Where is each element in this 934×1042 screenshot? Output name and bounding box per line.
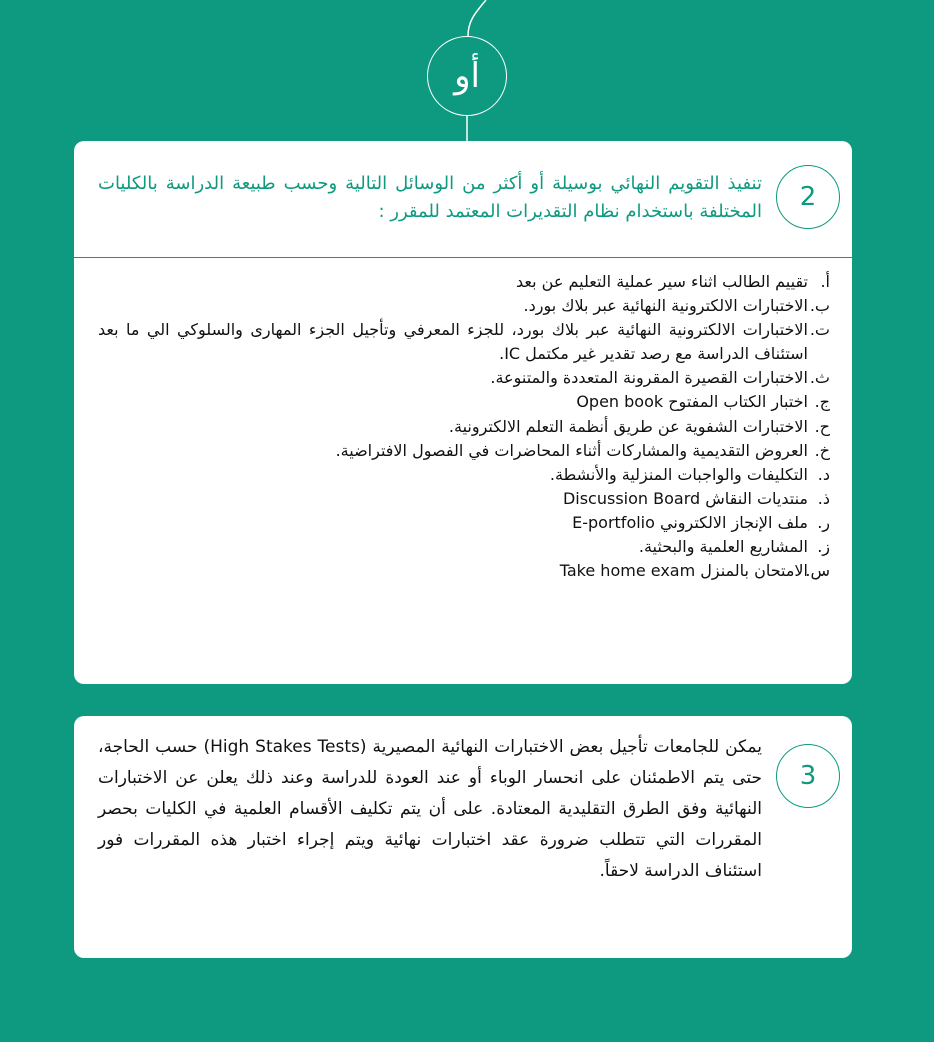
section-2-header xyxy=(74,141,852,258)
or-label: أو xyxy=(454,56,480,96)
list-marker: د. xyxy=(817,464,830,484)
section-3-card xyxy=(74,716,852,958)
list-item xyxy=(98,318,830,366)
list-marker: ز. xyxy=(817,537,830,557)
list-marker: أ. xyxy=(820,272,830,291)
list-marker: ث. xyxy=(809,368,830,388)
section-2-number-badge xyxy=(776,165,840,229)
section-2-header-text: تنفيذ التقويم النهائي بوسيلة أو أكثر من الوسائل التالية وحسب طبيعة الدراسة بالكليات المختلفة باستخدام نظام التقديرات المعتمد للمقرر : xyxy=(98,173,762,222)
section-2-number: 2 xyxy=(799,182,817,212)
list-marker: ح. xyxy=(814,416,830,436)
list-item-text: الاختبارات الالكترونية النهائية عبر بلاك بورد. xyxy=(523,296,808,316)
list-item xyxy=(98,487,830,511)
list-marker: ب. xyxy=(809,296,830,316)
list-item xyxy=(98,511,830,535)
list-item xyxy=(98,415,830,439)
assessment-methods-list xyxy=(98,270,830,583)
list-item xyxy=(98,535,830,559)
list-item-text: الامتحان بالمنزل Take home exam xyxy=(559,561,808,581)
list-marker: ت. xyxy=(809,320,830,340)
list-item-text: الاختبارات القصيرة المقرونة المتعددة والمتنوعة. xyxy=(490,368,808,388)
list-marker: ج. xyxy=(814,392,830,412)
list-item xyxy=(98,559,830,583)
list-item xyxy=(98,439,830,463)
list-item-text: الاختبارات الالكترونية النهائية عبر بلاك بورد، للجزء المعرفي وتأجيل الجزء المهارى والسلوكي الي ما بعد استئناف الدراسة مع رصد تقدير غير مكتمل IC. xyxy=(98,320,808,364)
section-3-number: 3 xyxy=(799,761,817,791)
list-marker: خ. xyxy=(814,440,830,460)
list-item-text: منتديات النقاش Discussion Board xyxy=(562,488,808,508)
list-marker: ذ. xyxy=(817,488,830,508)
list-item-text: اختبار الكتاب المفتوح Open book xyxy=(576,392,808,412)
list-marker: س. xyxy=(805,561,830,581)
list-item xyxy=(98,463,830,487)
list-item-text: تقييم الطالب اثناء سير عملية التعليم عن بعد xyxy=(516,272,808,291)
list-item-text: العروض التقديمية والمشاركات أثناء المحاضرات في الفصول الافتراضية. xyxy=(335,440,808,460)
section-3-number-badge xyxy=(776,744,840,808)
list-item-text: التكليفات والواجبات المنزلية والأنشطة. xyxy=(549,464,808,484)
list-marker: ر. xyxy=(817,512,830,532)
list-item xyxy=(98,390,830,414)
section-2-card xyxy=(74,141,852,684)
list-item xyxy=(98,270,830,294)
list-item-text: ملف الإنجاز الالكتروني E-portfolio xyxy=(572,512,808,532)
list-item xyxy=(98,294,830,318)
list-item-text: المشاريع العلمية والبحثية. xyxy=(638,537,808,557)
list-item-text: الاختبارات الشفوية عن طريق أنظمة التعلم الالكترونية. xyxy=(448,416,808,436)
or-divider-badge xyxy=(427,36,507,116)
list-item xyxy=(98,366,830,390)
section-3-body-text: يمكن للجامعات تأجيل بعض الاختبارات النهائية المصيرية (High Stakes Tests) حسب الحاجة، حتى يتم الاطمئنان على انحسار الوباء أو عند العودة للدراسة وعند ذلك يعلن عن الاختبارات النهائية وفق الطرق التقليدية المعتادة. على أن يتم تكليف الأقسام العلمية في الكليات بحصر المقررات التي تتطلب ضرورة عقد اختبارات نهائية ويتم إجراء اختبار هذه المقررات فور استئناف الدراسة لاحقاً. xyxy=(98,737,762,881)
